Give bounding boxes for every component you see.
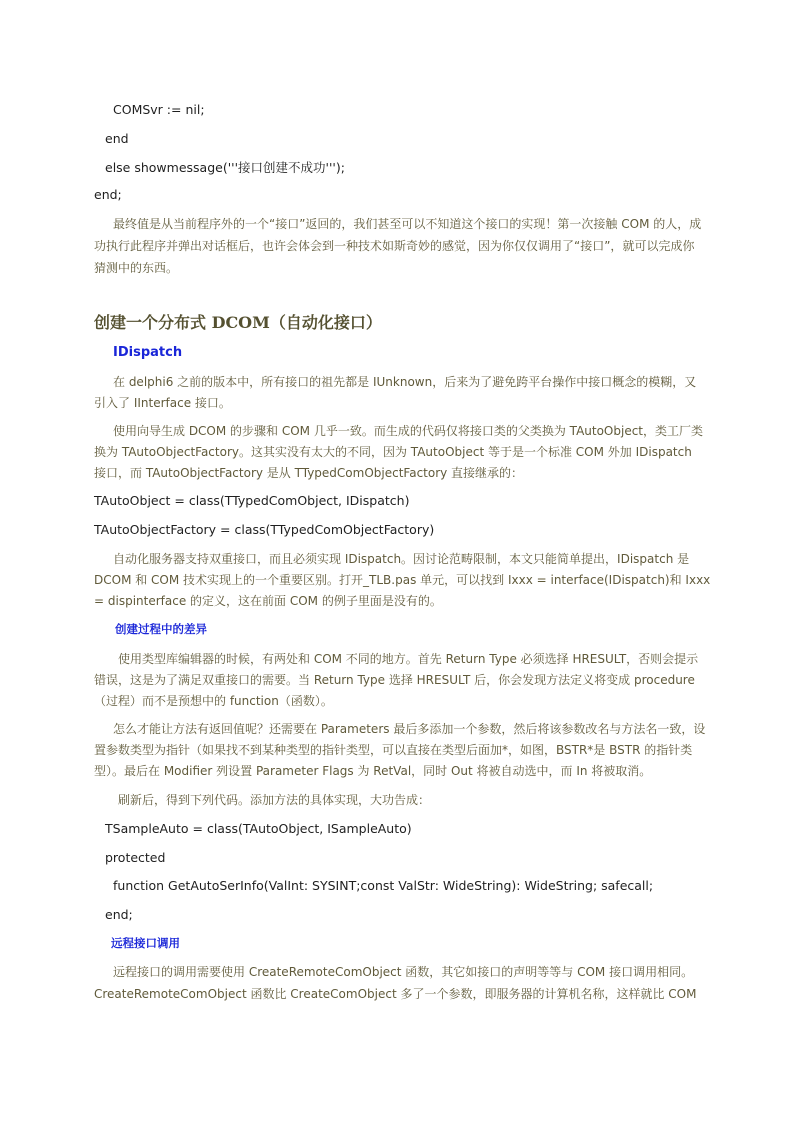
- paragraph-line: 在 delphi6 之前的版本中，所有接口的祖先都是 IUnknown，后来为了避免跨平台操作中接口概念的模糊，又: [113, 375, 697, 389]
- code-line: end;: [105, 907, 133, 922]
- subheading-remote-call: 远程接口调用: [111, 936, 180, 950]
- paragraph-line: 刷新后，得到下列代码。添加方法的具体实现，大功告成：: [118, 793, 431, 807]
- paragraph-line: DCOM 和 COM 技术实现上的一个重要区别。打开_TLB.pas 单元，可以找到 Ixxx = interface(IDispatch)和 Ixxx: [94, 573, 711, 587]
- code-line: protected: [105, 850, 166, 865]
- section-heading: 创建一个分布式 DCOM（自动化接口）: [94, 313, 382, 332]
- paragraph-line: = dispinterface 的定义，这在前面 COM 的例子里面是没有的。: [94, 594, 442, 608]
- paragraph-line: 使用向导生成 DCOM 的步骤和 COM 几乎一致。而生成的代码仅将接口类的父类换为 TAutoObject，类工厂类: [113, 424, 704, 438]
- paragraph-line: 最终值是从当前程序外的一个“接口”返回的，我们甚至可以不知道这个接口的实现！第一次接触 COM 的人，成: [113, 217, 702, 231]
- paragraph-line: （过程）而不是预想中的 function（函数）。: [94, 694, 333, 708]
- code-line: end;: [94, 187, 122, 202]
- subheading-idispatch: IDispatch: [113, 345, 183, 360]
- code-line: else showmessage('''接口创建不成功''');: [105, 160, 345, 175]
- paragraph-line: 接口，而 TAutoObjectFactory 是从 TTypedComObjectFactory 直接继承的：: [94, 466, 524, 480]
- paragraph-line: CreateRemoteComObject 函数比 CreateComObject 多了一个参数，即服务器的计算机名称，这样就比 COM: [94, 987, 697, 1001]
- code-line: TSampleAuto = class(TAutoObject, ISampleAuto): [105, 821, 412, 836]
- paragraph-line: 置参数类型为指针（如果找不到某种类型的指针类型，可以直接在类型后面加*，如图，BSTR*是 BSTR 的指针类: [94, 743, 693, 757]
- paragraph-line: 换为 TAutoObjectFactory。这其实没有太大的不同，因为 TAutoObject 等于是一个标准 COM 外加 IDispatch: [94, 445, 692, 459]
- paragraph-line: 远程接口的调用需要使用 CreateRemoteComObject 函数，其它如接口的声明等等与 COM 接口调用相同。: [113, 965, 694, 979]
- code-line: TAutoObjectFactory = class(TTypedComObjectFactory): [94, 522, 435, 537]
- subheading-differences: 创建过程中的差异: [115, 622, 207, 636]
- paragraph-line: 猜测中的东西。: [94, 261, 179, 275]
- paragraph-line: 引入了 IInterface 接口。: [94, 396, 231, 410]
- paragraph-line: 自动化服务器支持双重接口，而且必须实现 IDispatch。因讨论范畴限制，本文只能简单提出，IDispatch 是: [113, 552, 690, 566]
- paragraph-line: 错误，这是为了满足双重接口的需要。当 Return Type 选择 HRESULT 后，你会发现方法定义将变成 procedure: [94, 673, 695, 687]
- code-line: end: [105, 131, 129, 146]
- paragraph-line: 功执行此程序并弹出对话框后，也许会体会到一种技术如斯奇妙的感觉，因为你仅仅调用了“接口”，就可以完成你: [94, 239, 695, 253]
- code-line: function GetAutoSerInfo(ValInt: SYSINT;const ValStr: WideString): WideString; safecall;: [113, 878, 654, 893]
- paragraph-line: 使用类型库编辑器的时候，有两处和 COM 不同的地方。首先 Return Type 必须选择 HRESULT，否则会提示: [118, 652, 699, 666]
- paragraph-line: 型）。最后在 Modifier 列设置 Parameter Flags 为 RetVal，同时 Out 将被自动选中，而 In 将被取消。: [94, 764, 652, 778]
- code-line: TAutoObject = class(TTypedComObject, IDispatch): [94, 493, 410, 508]
- code-line: COMSvr := nil;: [113, 102, 205, 117]
- paragraph-line: 怎么才能让方法有返回值呢？还需要在 Parameters 最后多添加一个参数，然后将该参数改名与方法名一致，设: [113, 722, 706, 736]
